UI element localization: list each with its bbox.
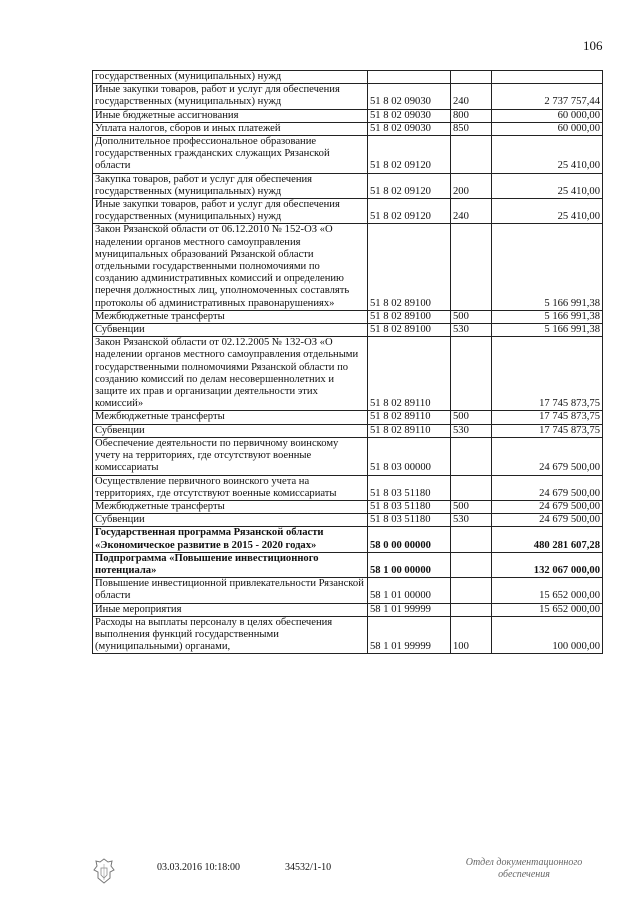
row-code-cell: 51 8 03 00000 [368,437,451,475]
row-name-cell: Закон Рязанской области от 02.12.2005 № 132-ОЗ «О наделении органов местного самоуправления отдельными государственными полномочиями Рязанской области по созданию комиссий по делам несовершеннолетних и защите их прав и организации деятельности этих комиссий» [93,337,368,411]
row-type-cell: 500 [451,500,492,513]
table-row [93,616,603,654]
row-amount-cell: 15 652 000,00 [492,603,603,616]
table-row [93,71,603,84]
row-type-cell: 240 [451,84,492,109]
row-type-cell: 240 [451,199,492,224]
row-name-cell: Межбюджетные трансферты [93,500,368,513]
row-name-cell: государственных (муниципальных) нужд [93,71,368,84]
stamp-line: обеспечения [498,869,550,880]
row-amount-cell: 25 410,00 [492,173,603,198]
row-type-cell [451,437,492,475]
table-row [93,224,603,310]
row-code-cell: 58 1 01 99999 [368,603,451,616]
row-amount-cell: 24 679 500,00 [492,475,603,500]
row-code-cell [368,71,451,84]
row-amount-cell: 15 652 000,00 [492,578,603,603]
row-name-cell: Государственная программа Рязанской области «Экономическое развитие в 2015 - 2020 годах» [93,527,368,552]
table-row [93,122,603,135]
table-row [93,173,603,198]
row-amount-cell: 132 067 000,00 [492,552,603,577]
table-row [93,310,603,323]
table-row [93,603,603,616]
row-type-cell: 800 [451,109,492,122]
table-row [93,136,603,174]
row-type-cell [451,224,492,310]
row-amount-cell: 17 745 873,75 [492,337,603,411]
row-name-cell: Межбюджетные трансферты [93,411,368,424]
row-name-cell: Осуществление первичного воинского учета на территориях, где отсутствуют военные комиссариаты [93,475,368,500]
row-type-cell: 530 [451,324,492,337]
stamp-line: Отдел документационного [465,857,583,868]
row-name-cell: Межбюджетные трансферты [93,310,368,323]
table-row [93,411,603,424]
row-type-cell [451,337,492,411]
row-amount-cell: 5 166 991,38 [492,224,603,310]
table-row [93,527,603,552]
document-number: 34532/1-10 [285,862,332,873]
row-amount-cell: 24 679 500,00 [492,500,603,513]
row-type-cell: 100 [451,616,492,654]
row-name-cell: Субвенции [93,514,368,527]
row-code-cell: 51 8 02 89110 [368,411,451,424]
row-code-cell: 51 8 02 89100 [368,324,451,337]
row-amount-cell: 480 281 607,28 [492,527,603,552]
row-type-cell: 500 [451,310,492,323]
row-type-cell [451,603,492,616]
table-row [93,437,603,475]
coat-of-arms-icon [93,858,115,884]
row-code-cell: 51 8 02 89100 [368,224,451,310]
row-name-cell: Иные закупки товаров, работ и услуг для обеспечения государственных (муниципальных) нужд [93,199,368,224]
budget-table-body [93,71,603,654]
row-type-cell [451,578,492,603]
row-code-cell: 51 8 02 09030 [368,84,451,109]
row-name-cell: Расходы на выплаты персоналу в целях обеспечения выполнения функций государственными (муниципальными) органами, [93,616,368,654]
row-code-cell: 51 8 03 51180 [368,475,451,500]
row-amount-cell: 5 166 991,38 [492,324,603,337]
table-row [93,84,603,109]
row-name-cell: Подпрограмма «Повышение инвестиционного потенциала» [93,552,368,577]
table-row [93,324,603,337]
table-row [93,199,603,224]
row-code-cell: 51 8 03 51180 [368,500,451,513]
row-name-cell: Обеспечение деятельности по первичному воинскому учету на территориях, где отсутствуют военные комиссариаты [93,437,368,475]
page-number: 106 [583,38,603,53]
print-timestamp: 03.03.2016 10:18:00 [157,862,241,873]
row-name-cell: Иные бюджетные ассигнования [93,109,368,122]
row-name-cell: Повышение инвестиционной привлекательности Рязанской области [93,578,368,603]
row-amount-cell: 25 410,00 [492,136,603,174]
row-amount-cell: 60 000,00 [492,109,603,122]
row-amount-cell: 17 745 873,75 [492,424,603,437]
row-type-cell [451,71,492,84]
row-code-cell: 58 1 01 99999 [368,616,451,654]
row-amount-cell: 5 166 991,38 [492,310,603,323]
department-stamp [449,857,599,881]
row-amount-cell: 100 000,00 [492,616,603,654]
row-code-cell: 51 8 02 89110 [368,337,451,411]
row-code-cell: 51 8 02 09030 [368,109,451,122]
row-code-cell: 51 8 03 51180 [368,514,451,527]
row-type-cell [451,475,492,500]
row-amount-cell: 2 737 757,44 [492,84,603,109]
row-name-cell: Закупка товаров, работ и услуг для обеспечения государственных (муниципальных) нужд [93,173,368,198]
row-name-cell: Уплата налогов, сборов и иных платежей [93,122,368,135]
row-type-cell [451,527,492,552]
row-code-cell: 51 8 02 09120 [368,136,451,174]
row-amount-cell: 24 679 500,00 [492,514,603,527]
table-row [93,424,603,437]
table-row [93,337,603,411]
row-code-cell: 58 0 00 00000 [368,527,451,552]
row-code-cell: 51 8 02 09120 [368,173,451,198]
table-row [93,500,603,513]
row-type-cell: 200 [451,173,492,198]
row-amount-cell: 17 745 873,75 [492,411,603,424]
row-type-cell [451,136,492,174]
row-code-cell: 58 1 01 00000 [368,578,451,603]
table-row [93,514,603,527]
table-row [93,552,603,577]
page-footer [0,855,640,895]
row-code-cell: 58 1 00 00000 [368,552,451,577]
row-name-cell: Субвенции [93,324,368,337]
row-amount-cell: 24 679 500,00 [492,437,603,475]
row-type-cell: 500 [451,411,492,424]
row-name-cell: Иные мероприятия [93,603,368,616]
row-code-cell: 51 8 02 09030 [368,122,451,135]
budget-table [92,70,603,654]
row-type-cell: 530 [451,424,492,437]
row-code-cell: 51 8 02 89110 [368,424,451,437]
row-amount-cell: 60 000,00 [492,122,603,135]
row-amount-cell: 25 410,00 [492,199,603,224]
table-row [93,578,603,603]
row-amount-cell [492,71,603,84]
row-code-cell: 51 8 02 89100 [368,310,451,323]
row-name-cell: Закон Рязанской области от 06.12.2010 № 152-ОЗ «О наделении органов местного самоуправления муниципальных образований Рязанской области отдельными государственными полномочиями по созданию административных комиссий и определению перечня должностных лиц, уполномоченных составлять протоколы об административных правонарушениях» [93,224,368,310]
row-name-cell: Дополнительное профессиональное образование государственных гражданских служащих Рязанской области [93,136,368,174]
row-type-cell [451,552,492,577]
row-name-cell: Субвенции [93,424,368,437]
row-name-cell: Иные закупки товаров, работ и услуг для обеспечения государственных (муниципальных) нужд [93,84,368,109]
row-code-cell: 51 8 02 09120 [368,199,451,224]
row-type-cell: 850 [451,122,492,135]
table-row [93,109,603,122]
table-row [93,475,603,500]
row-type-cell: 530 [451,514,492,527]
